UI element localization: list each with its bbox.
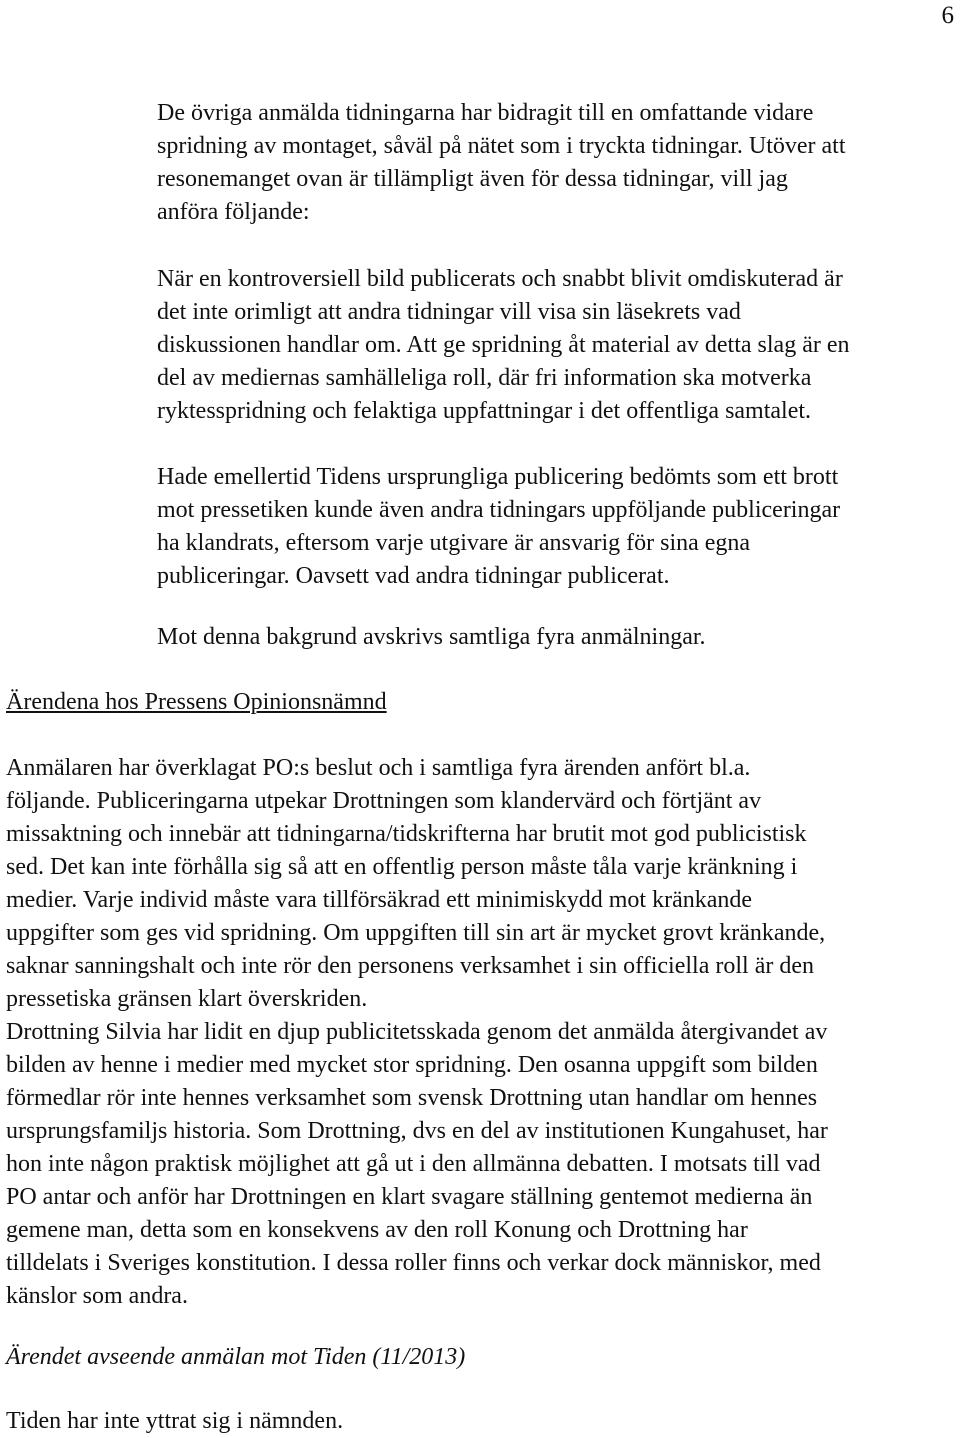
text-line: PO antar och anför har Drottningen en klart svagare ställning gentemot medierna än bbox=[6, 1184, 813, 1210]
page-number: 6 bbox=[941, 2, 954, 29]
text-line: missaktning och innebär att tidningarna/tidskrifterna har brutit mot god publicistisk bbox=[6, 821, 807, 847]
text-line: mot pressetiken kunde även andra tidningars uppföljande publiceringar bbox=[157, 497, 841, 523]
text-line: De övriga anmälda tidningarna har bidragit till en omfattande vidare bbox=[157, 100, 814, 126]
paragraph-decision bbox=[157, 621, 706, 654]
text-line: det inte orimligt att andra tidningar vill visa sin läsekrets vad bbox=[157, 299, 741, 325]
text-line: Tiden har inte yttrat sig i nämnden. bbox=[6, 1408, 344, 1434]
paragraph-controversial-image bbox=[157, 263, 850, 428]
section-heading-opinion-board: Ärendena hos Pressens Opinionsnämnd bbox=[6, 689, 387, 715]
text-line: anföra följande: bbox=[157, 199, 310, 225]
text-line: medier. Varje individ måste vara tillförsäkrad ett minimiskydd mot kränkande bbox=[6, 887, 753, 913]
text-line: Drottning Silvia har lidit en djup publicitetsskada genom det anmälda återgivandet av bbox=[6, 1019, 828, 1045]
text-line: spridning av montaget, såväl på nätet som i tryckta tidningar. Utöver att bbox=[157, 133, 846, 159]
text-line: ha klandrats, eftersom varje utgivare är ansvarig för sina egna bbox=[157, 530, 751, 556]
text-line: följande. Publiceringarna utpekar Drottningen som klandervärd och förtjänt av bbox=[6, 788, 762, 814]
section-heading-tiden-case: Ärendet avseende anmälan mot Tiden (11/2013) bbox=[6, 1344, 466, 1370]
text-line: känslor som andra. bbox=[6, 1283, 188, 1309]
text-line: saknar sanningshalt och inte rör den personens verksamhet i sin officiella roll är den bbox=[6, 953, 814, 979]
text-line: gemene man, detta som en konsekvens av den roll Konung och Drottning har bbox=[6, 1217, 748, 1243]
paragraph-tiden-publication bbox=[157, 461, 840, 593]
text-line: sed. Det kan inte förhålla sig så att en offentlig person måste tåla varje kränkning i bbox=[6, 854, 798, 880]
text-line: Hade emellertid Tidens ursprungliga publicering bedömts som ett brott bbox=[157, 464, 839, 490]
text-line: Mot denna bakgrund avskrivs samtliga fyra anmälningar. bbox=[157, 624, 706, 650]
text-line: uppgifter som ges vid spridning. Om uppgiften till sin art är mycket grovt kränkande, bbox=[6, 920, 826, 946]
text-line: ryktesspridning och felaktiga uppfattningar i det offentliga samtalet. bbox=[157, 398, 812, 424]
paragraph-tiden-no-statement bbox=[6, 1405, 343, 1438]
paragraph-other-newspapers bbox=[157, 97, 846, 229]
text-line: publiceringar. Oavsett vad andra tidningar publicerat. bbox=[157, 563, 670, 589]
text-line: pressetiska gränsen klart överskriden. bbox=[6, 986, 368, 1012]
text-line: När en kontroversiell bild publicerats och snabbt blivit omdiskuterad är bbox=[157, 266, 843, 292]
text-line: bilden av henne i medier med mycket stor spridning. Den osanna uppgift som bilden bbox=[6, 1052, 818, 1078]
paragraph-appeal bbox=[6, 752, 828, 1313]
text-line: förmedlar rör inte hennes verksamhet som svensk Drottning utan handlar om hennes bbox=[6, 1085, 818, 1111]
text-line: resonemanget ovan är tillämpligt även för dessa tidningar, vill jag bbox=[157, 166, 788, 192]
text-line: diskussionen handlar om. Att ge spridning åt material av detta slag är en bbox=[157, 332, 850, 358]
text-line: hon inte någon praktisk möjlighet att gå ut i den allmänna debatten. I motsats till vad bbox=[6, 1151, 821, 1177]
text-line: ursprungsfamiljs historia. Som Drottning, dvs en del av institutionen Kungahuset, har bbox=[6, 1118, 828, 1144]
text-line: del av mediernas samhälleliga roll, där fri information ska motverka bbox=[157, 365, 812, 391]
text-line: tilldelats i Sveriges konstitution. I dessa roller finns och verkar dock människor, med bbox=[6, 1250, 821, 1276]
text-line: Anmälaren har överklagat PO:s beslut och i samtliga fyra ärenden anfört bl.a. bbox=[6, 755, 751, 781]
